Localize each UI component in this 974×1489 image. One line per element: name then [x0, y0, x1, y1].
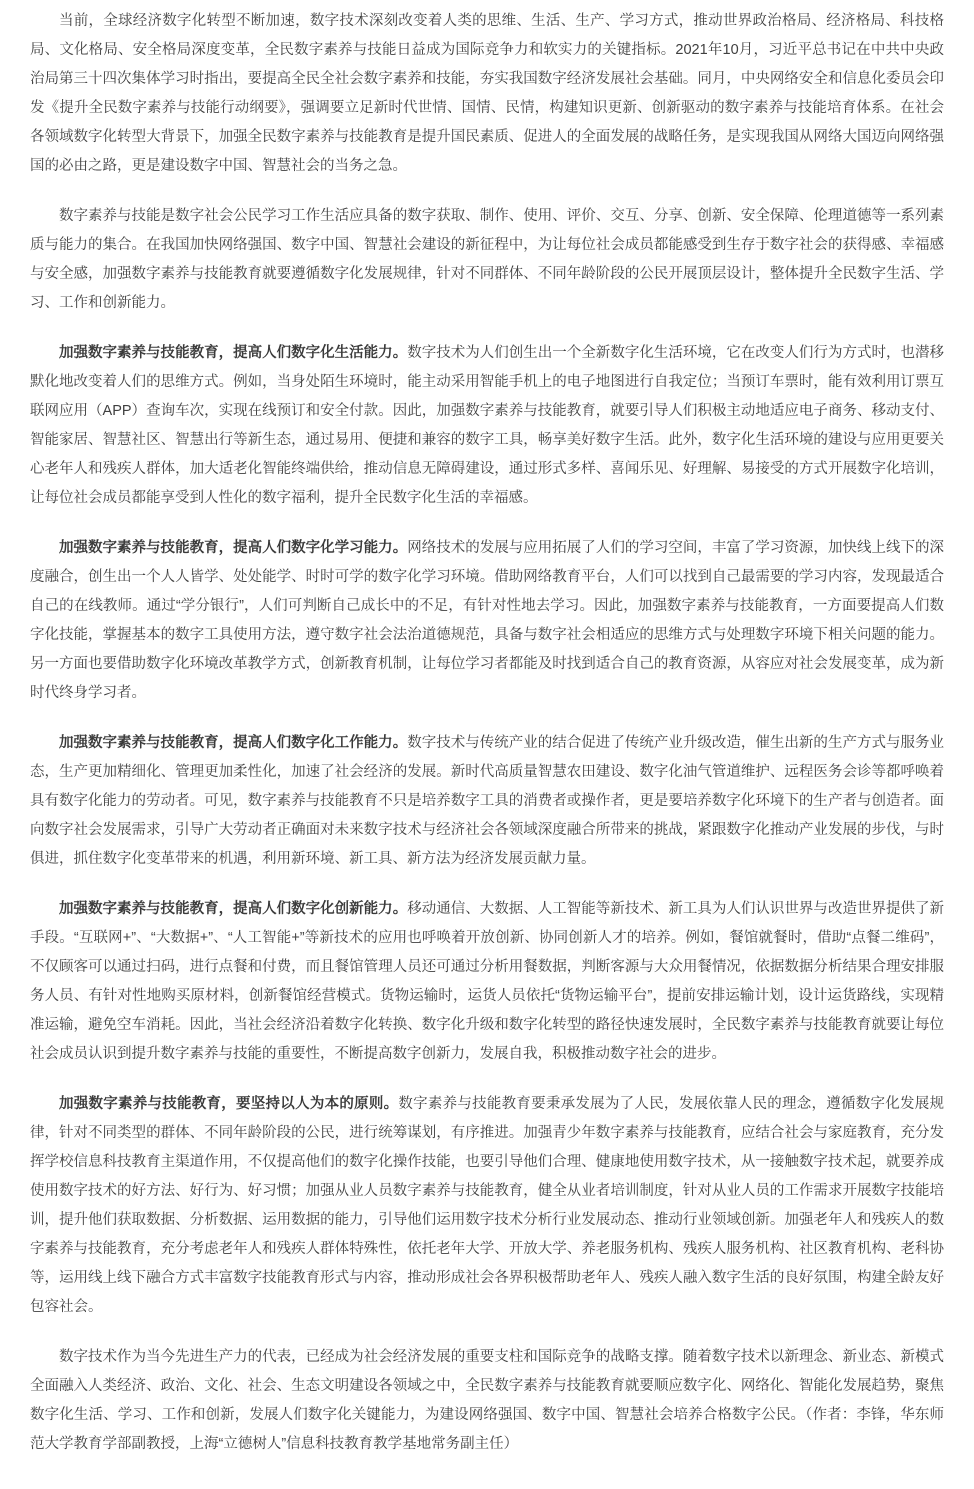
paragraph [30, 339, 944, 513]
paragraph [30, 7, 944, 181]
paragraph-text: 数字技术作为当今先进生产力的代表，已经成为社会经济发展的重要支柱和国际竞争的战略支撑。随着数字技术以新理念、新业态、新模式全面融入人类经济、政治、文化、社会、生态文明建设各领域之中，全民数字素养与技能教育就要顺应数字化、网络化、智能化发展趋势，聚焦数字化生活、学习、工作和创新，发展人们数字化关键能力，为建设网络强国、数字中国、智慧社会培养合格数字公民。（作者：李锋，华东师范大学教育学部副教授，上海“立德树人”信息科技教育教学基地常务副主任） [30, 1349, 944, 1452]
paragraph-text: 数字素养与技能是数字社会公民学习工作生活应具备的数字获取、制作、使用、评价、交互、分享、创新、安全保障、伦理道德等一系列素质与能力的集合。在我国加快网络强国、数字中国、智慧社会建设的新征程中，为让每位社会成员都能感受到生存于数字社会的获得感、幸福感与安全感，加强数字素养与技能教育就要遵循数字化发展规律，针对不同群体、不同年龄阶段的公民开展顶层设计，整体提升全民数字生活、学习、工作和创新能力。 [30, 208, 944, 311]
paragraph [30, 1343, 944, 1459]
paragraph-text: 移动通信、大数据、人工智能等新技术、新工具为人们认识世界与改造世界提供了新手段。“互联网+”、“大数据+”、“人工智能+”等新技术的应用也呼唤着开放创新、协同创新人才的培养。例如，餐馆就餐时，借助“点餐二维码”，不仅顾客可以通过扫码，进行点餐和付费，而且餐馆管理人员还可通过分析用餐数据，判断客源与大众用餐情况，依据数据分析结果合理安排服务人员、有针对性地购买原材料，创新餐馆经营模式。货物运输时，运货人员依托“货物运输平台”，提前安排运输计划，设计运货路线，实现精准运输，避免空车消耗。因此，当社会经济沿着数字化转换、数字化升级和数字化转型的路径快速发展时，全民数字素养与技能教育就要让每位社会成员认识到提升数字素养与技能的重要性，不断提高数字创新力，发展自我，积极推动数字社会的进步。 [30, 901, 944, 1062]
paragraph-text: 数字技术与传统产业的结合促进了传统产业升级改造，催生出新的生产方式与服务业态，生产更加精细化、管理更加柔性化，加速了社会经济的发展。新时代高质量智慧农田建设、数字化油气管道维护、远程医务会诊等都呼唤着具有数字化能力的劳动者。可见，数字素养与技能教育不只是培养数字工具的消费者或操作者，更是要培养数字化环境下的生产者与创造者。面向数字社会发展需求，引导广大劳动者正确面对未来数字技术与经济社会各领域深度融合所带来的挑战，紧跟数字化推动产业发展的步伐，与时俱进，抓住数字化变革带来的机遇，利用新环境、新工具、新方法为经济发展贡献力量。 [30, 735, 944, 867]
paragraph-text: 网络技术的发展与应用拓展了人们的学习空间，丰富了学习资源，加快线上线下的深度融合，创生出一个人人皆学、处处能学、时时可学的数字化学习环境。借助网络教育平台，人们可以找到自己最需要的学习内容，发现最适合自己的在线教师。通过“学分银行”，人们可判断自己成长中的不足，有针对性地去学习。因此，加强数字素养与技能教育，一方面要提高人们数字化技能，掌握基本的数字工具使用方法，遵守数字社会法治道德规范，具备与数字社会相适应的思维方式与处理数字环境下相关问题的能力。另一方面也要借助数字化环境改革教学方式，创新教育机制，让每位学习者都能及时找到适合自己的教育资源，从容应对社会发展变革，成为新时代终身学习者。 [30, 540, 944, 701]
paragraph-lead: 加强数字素养与技能教育，提高人们数字化生活能力。 [59, 345, 408, 361]
paragraph-text: 数字素养与技能教育要秉承发展为了人民，发展依靠人民的理念，遵循数字化发展规律，针对不同类型的群体、不同年龄阶段的公民，进行统筹谋划，有序推进。加强青少年数字素养与技能教育，应结合社会与家庭教育，充分发挥学校信息科技教育主渠道作用，不仅提高他们的数字化操作技能，也要引导他们合理、健康地使用数字技术，从一接触数字技术起，就要养成使用数字技术的好方法、好行为、好习惯；加强从业人员数字素养与技能教育，健全从业者培训制度，针对从业人员的工作需求开展数字技能培训，提升他们获取数据、分析数据、运用数据的能力，引导他们运用数字技术分析行业发展动态、推动行业领域创新。加强老年人和残疾人的数字素养与技能教育，充分考虑老年人和残疾人群体特殊性，依托老年大学、开放大学、养老服务机构、残疾人服务机构、社区教育机构、老科协等，运用线上线下融合方式丰富数字技能教育形式与内容，推动形成社会各界积极帮助老年人、残疾人融入数字生活的良好氛围，构建全龄友好包容社会。 [30, 1096, 945, 1315]
paragraph-text: 数字技术为人们创生出一个全新数字化生活环境，它在改变人们行为方式时，也潜移默化地改变着人们的思维方式。例如，当身处陌生环境时，能主动采用智能手机上的电子地图进行自我定位；当预订车票时，能有效利用订票互联网应用（APP）查询车次，实现在线预订和安全付款。因此，加强数字素养与技能教育，就要引导人们积极主动地适应电子商务、移动支付、智能家居、智慧社区、智慧出行等新生态，通过易用、便捷和兼容的数字工具，畅享美好数字生活。此外，数字化生活环境的建设与应用更要关心老年人和残疾人群体，加大适老化智能终端供给，推动信息无障碍建设，通过形式多样、喜闻乐见、好理解、易接受的方式开展数字化培训，让每位社会成员都能享受到人性化的数字福利，提升全民数字化生活的幸福感。 [30, 345, 944, 506]
paragraph [30, 202, 944, 318]
paragraph [30, 534, 944, 708]
paragraph [30, 1090, 944, 1322]
paragraph-lead: 加强数字素养与技能教育，提高人们数字化学习能力。 [59, 540, 408, 556]
paragraph [30, 729, 944, 874]
paragraph [30, 895, 944, 1069]
paragraph-lead: 加强数字素养与技能教育，要坚持以人为本的原则。 [59, 1096, 399, 1112]
paragraph-text: 当前，全球经济数字化转型不断加速，数字技术深刻改变着人类的思维、生活、生产、学习方式，推动世界政治格局、经济格局、科技格局、文化格局、安全格局深度变革，全民数字素养与技能日益成为国际竞争力和软实力的关键指标。2021年10月，习近平总书记在中共中央政治局第三十四次集体学习时指出，要提高全民全社会数字素养和技能，夯实我国数字经济发展社会基础。同月，中央网络安全和信息化委员会印发《提升全民数字素养与技能行动纲要》，强调要立足新时代世情、国情、民情，构建知识更新、创新驱动的数字素养与技能培育体系。在社会各领域数字化转型大背景下，加强全民数字素养与技能教育是提升国民素质、促进人的全面发展的战略任务，是实现我国从网络大国迈向网络强国的必由之路，更是建设数字中国、智慧社会的当务之急。 [30, 13, 944, 174]
paragraph-lead: 加强数字素养与技能教育，提高人们数字化创新能力。 [59, 901, 408, 917]
paragraph-lead: 加强数字素养与技能教育，提高人们数字化工作能力。 [59, 735, 408, 751]
